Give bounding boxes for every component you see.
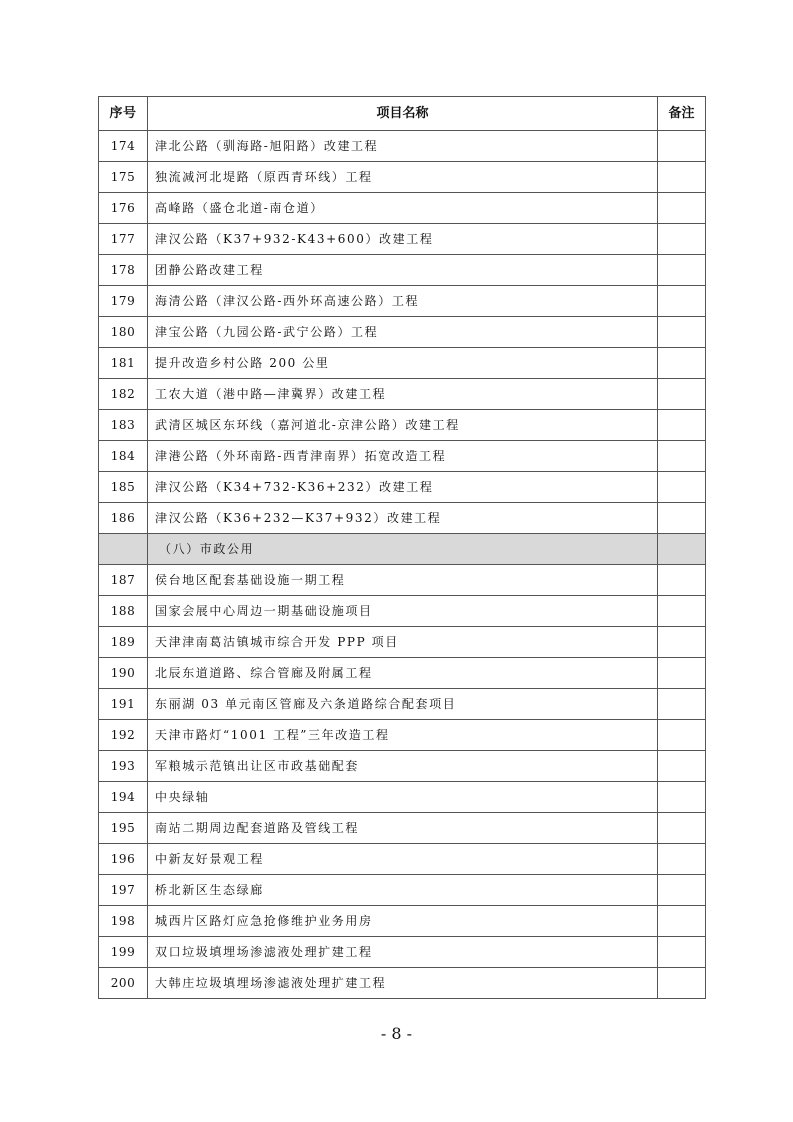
- project-table: [98, 96, 706, 999]
- row-index: 178: [99, 255, 148, 286]
- table-row: [99, 317, 706, 348]
- row-project-name: 海清公路（津汉公路-西外环高速公路）工程: [148, 286, 658, 317]
- row-note: [658, 131, 706, 162]
- row-index: 191: [99, 689, 148, 720]
- header-note: 备注: [658, 97, 706, 131]
- row-index: [99, 534, 148, 565]
- row-note: [658, 441, 706, 472]
- row-index: 174: [99, 131, 148, 162]
- table-row: [99, 503, 706, 534]
- row-project-name: 大韩庄垃圾填埋场渗滤液处理扩建工程: [148, 968, 658, 999]
- row-index: 196: [99, 844, 148, 875]
- row-note: [658, 565, 706, 596]
- row-note: [658, 844, 706, 875]
- row-project-name: 东丽湖 03 单元南区管廊及六条道路综合配套项目: [148, 689, 658, 720]
- row-project-name: 军粮城示范镇出让区市政基础配套: [148, 751, 658, 782]
- row-index: 199: [99, 937, 148, 968]
- row-index: 190: [99, 658, 148, 689]
- row-note: [658, 503, 706, 534]
- row-note: [658, 193, 706, 224]
- row-index: 186: [99, 503, 148, 534]
- row-project-name: 天津津南葛沽镇城市综合开发 PPP 项目: [148, 627, 658, 658]
- table-row: [99, 875, 706, 906]
- row-note: [658, 410, 706, 441]
- row-note: [658, 751, 706, 782]
- row-project-name: 中央绿轴: [148, 782, 658, 813]
- row-note: [658, 689, 706, 720]
- row-note: [658, 162, 706, 193]
- row-project-name: 工农大道（港中路—津冀界）改建工程: [148, 379, 658, 410]
- table-row: [99, 720, 706, 751]
- row-index: 192: [99, 720, 148, 751]
- row-index: 189: [99, 627, 148, 658]
- row-index: 198: [99, 906, 148, 937]
- row-note: [658, 379, 706, 410]
- row-index: 195: [99, 813, 148, 844]
- table-row: [99, 286, 706, 317]
- row-index: 182: [99, 379, 148, 410]
- table-row: [99, 844, 706, 875]
- row-note: [658, 472, 706, 503]
- row-project-name: 提升改造乡村公路 200 公里: [148, 348, 658, 379]
- table-row: [99, 162, 706, 193]
- row-index: 197: [99, 875, 148, 906]
- table-row: [99, 193, 706, 224]
- row-project-name: 双口垃圾填埋场渗滤液处理扩建工程: [148, 937, 658, 968]
- table-row: [99, 689, 706, 720]
- row-index: 193: [99, 751, 148, 782]
- table-row: [99, 255, 706, 286]
- row-project-name: 城西片区路灯应急抢修维护业务用房: [148, 906, 658, 937]
- row-index: 179: [99, 286, 148, 317]
- table-row: [99, 565, 706, 596]
- table-row: [99, 627, 706, 658]
- table-row: [99, 658, 706, 689]
- row-index: 177: [99, 224, 148, 255]
- row-note: [658, 348, 706, 379]
- row-project-name: 北辰东道道路、综合管廊及附属工程: [148, 658, 658, 689]
- table-row: [99, 596, 706, 627]
- header-project-name: 项目名称: [148, 97, 658, 131]
- table-row: [99, 937, 706, 968]
- table-row: [99, 379, 706, 410]
- page-number: - 8 -: [380, 1024, 413, 1043]
- table-row: [99, 813, 706, 844]
- row-note: [658, 534, 706, 565]
- row-note: [658, 813, 706, 844]
- row-note: [658, 937, 706, 968]
- row-project-name: 桥北新区生态绿廊: [148, 875, 658, 906]
- row-index: 180: [99, 317, 148, 348]
- row-note: [658, 906, 706, 937]
- header-index: 序号: [99, 97, 148, 131]
- row-note: [658, 627, 706, 658]
- row-project-name: 津汉公路（K34+732-K36+232）改建工程: [148, 472, 658, 503]
- row-project-name: 国家会展中心周边一期基础设施项目: [148, 596, 658, 627]
- row-note: [658, 875, 706, 906]
- row-note: [658, 286, 706, 317]
- row-note: [658, 968, 706, 999]
- row-project-name: 津汉公路（K37+932-K43+600）改建工程: [148, 224, 658, 255]
- row-project-name: 津港公路（外环南路-西青津南界）拓宽改造工程: [148, 441, 658, 472]
- row-index: 187: [99, 565, 148, 596]
- row-project-name: 津北公路（驯海路-旭阳路）改建工程: [148, 131, 658, 162]
- row-project-name: 独流减河北堤路（原西青环线）工程: [148, 162, 658, 193]
- row-note: [658, 658, 706, 689]
- table-row: [99, 472, 706, 503]
- row-note: [658, 782, 706, 813]
- row-note: [658, 720, 706, 751]
- row-index: 194: [99, 782, 148, 813]
- row-project-name: 南站二期周边配套道路及管线工程: [148, 813, 658, 844]
- row-project-name: （八）市政公用: [148, 534, 658, 565]
- table-row: [99, 441, 706, 472]
- row-index: 188: [99, 596, 148, 627]
- row-index: 200: [99, 968, 148, 999]
- row-note: [658, 596, 706, 627]
- row-index: 184: [99, 441, 148, 472]
- row-index: 185: [99, 472, 148, 503]
- row-project-name: 高峰路（盛仓北道-南仓道）: [148, 193, 658, 224]
- table-row: [99, 968, 706, 999]
- table-row: [99, 782, 706, 813]
- row-note: [658, 255, 706, 286]
- table-row: [99, 224, 706, 255]
- table-row: [99, 751, 706, 782]
- row-note: [658, 224, 706, 255]
- row-project-name: 武清区城区东环线（嘉河道北-京津公路）改建工程: [148, 410, 658, 441]
- table-row: [99, 906, 706, 937]
- row-index: 181: [99, 348, 148, 379]
- row-project-name: 侯台地区配套基础设施一期工程: [148, 565, 658, 596]
- row-index: 183: [99, 410, 148, 441]
- table-row: [99, 410, 706, 441]
- row-project-name: 津汉公路（K36+232—K37+932）改建工程: [148, 503, 658, 534]
- row-note: [658, 317, 706, 348]
- row-project-name: 天津市路灯“1001 工程”三年改造工程: [148, 720, 658, 751]
- table-row: [99, 131, 706, 162]
- section-row: [99, 534, 706, 565]
- table-header-row: [99, 97, 706, 131]
- row-index: 176: [99, 193, 148, 224]
- row-project-name: 团静公路改建工程: [148, 255, 658, 286]
- row-project-name: 中新友好景观工程: [148, 844, 658, 875]
- row-index: 175: [99, 162, 148, 193]
- row-project-name: 津宝公路（九园公路-武宁公路）工程: [148, 317, 658, 348]
- table-row: [99, 348, 706, 379]
